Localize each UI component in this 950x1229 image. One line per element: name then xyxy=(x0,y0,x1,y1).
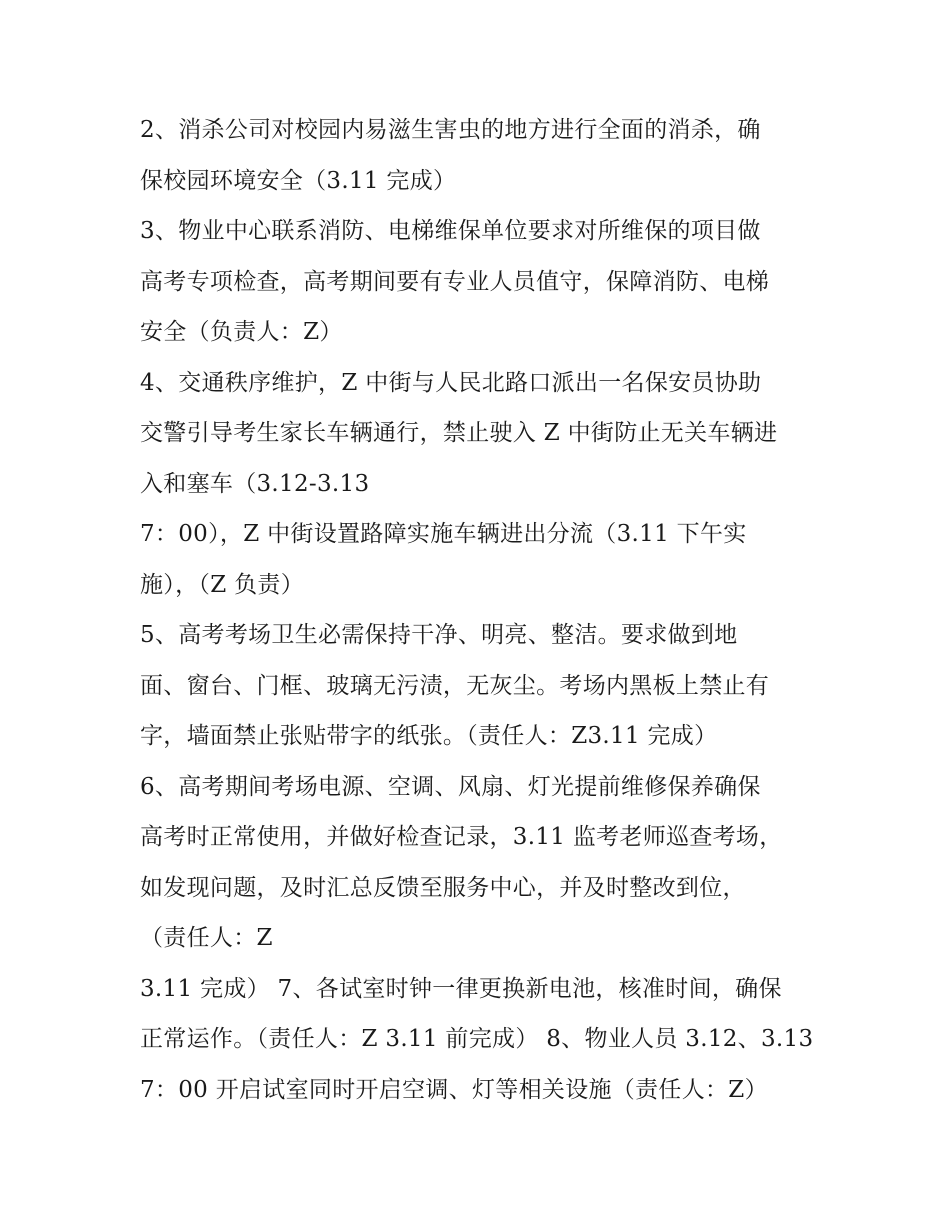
body-text-line: 安全（负责人：Z） xyxy=(140,319,343,345)
body-text-line: 4、交通秩序维护，Z 中街与人民北路口派出一名保安员协助 xyxy=(140,369,762,396)
body-text-line: 6、高考期间考场电源、空调、风扇、灯光提前维修保养确保 xyxy=(140,773,761,800)
body-text-line: 7：00 开启试室同时开启空调、灯等相关设施（责任人：Z） xyxy=(140,1076,768,1103)
body-text-line: 5、高考考场卫生必需保持干净、明亮、整洁。要求做到地 xyxy=(140,622,738,648)
body-text-line: 高考时正常使用，并做好检查记录，3.11 监考老师巡查考场， xyxy=(140,824,783,850)
body-text-line: 保校园环境安全（3.11 完成） xyxy=(140,167,457,194)
document-body xyxy=(140,105,840,1115)
body-text-line: 字，墙面禁止张贴带字的纸张。（责任人：Z3.11 完成） xyxy=(140,723,718,749)
body-text-line: 高考专项检查，高考期间要有专业人员值守，保障消防、电梯 xyxy=(140,268,770,295)
body-text-line: 7：00），Z 中街设置路障实施车辆进出分流（3.11 下午实 xyxy=(140,521,747,547)
body-text-line: 3、物业中心联系消防、电梯维保单位要求对所维保的项目做 xyxy=(140,218,761,244)
body-text-line: 正常运作。（责任人：Z 3.11 前完成） 8、物业人员 3.12、3.13 xyxy=(140,1026,814,1052)
body-text-line: 施），（Z 负责） xyxy=(140,571,304,598)
body-text-line: 入和塞车（3.12-3.13 xyxy=(140,470,370,497)
body-text-line: 2、消杀公司对校园内易滋生害虫的地方进行全面的消杀，确 xyxy=(140,117,761,143)
body-text-line: （责任人：Z xyxy=(140,925,273,951)
body-text-line: 3.11 完成） 7、各试室时钟一律更换新电池，核准时间，确保 xyxy=(140,975,782,1002)
body-text-line: 面、窗台、门框、玻璃无污渍，无灰尘。考场内黑板上禁止有 xyxy=(140,672,770,699)
body-text-line: 如发现问题，及时汇总反馈至服务中心，并及时整改到位， xyxy=(140,874,746,901)
body-text-line: 交警引导考生家长车辆通行，禁止驶入 Z 中街防止无关车辆进 xyxy=(140,420,778,446)
